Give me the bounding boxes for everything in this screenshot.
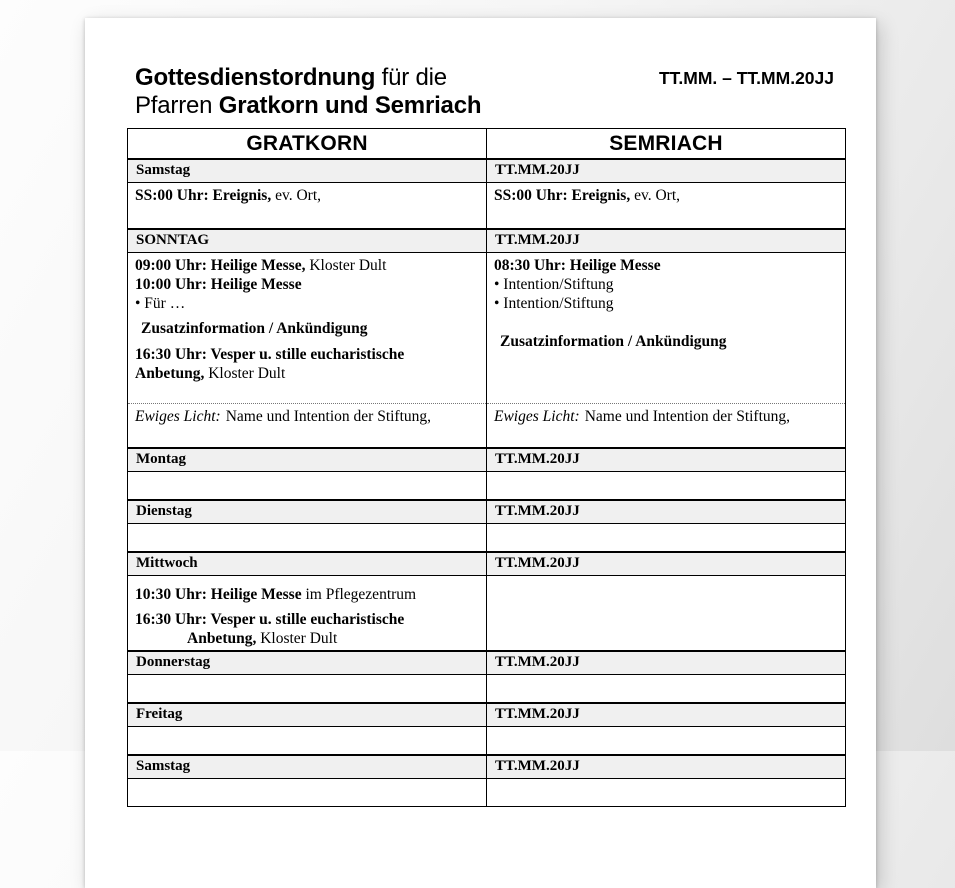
day-label: Mittwoch [128, 552, 487, 576]
mass-line [135, 256, 479, 275]
date-range: TT.MM. – TT.MM.20JJ [658, 68, 834, 88]
mass-line [135, 585, 479, 604]
day-row-dienstag [128, 500, 846, 524]
document-header [135, 64, 846, 120]
event-time-bold: SS:00 Uhr: Ereignis, [494, 187, 631, 204]
ewiges-licht-label: Ewiges Licht: [494, 408, 580, 425]
intention-bullet: • Intention/Stiftung [494, 276, 614, 293]
vesper-place: Kloster Dult [256, 630, 338, 647]
event-detail: ev. Ort, [630, 187, 681, 204]
date-cell: TT.MM.20JJ [487, 651, 846, 675]
ewiges-licht-text: Name und Intention der Stiftung, [225, 408, 432, 425]
date-cell: TT.MM.20JJ [487, 552, 846, 576]
mass-time-bold: 10:30 Uhr: Heilige Messe [135, 586, 302, 603]
mass-line [494, 256, 838, 275]
day-row-samstag [128, 159, 846, 183]
date-cell: TT.MM.20JJ [487, 159, 846, 183]
empty-row-dienstag [128, 524, 846, 553]
date-cell: TT.MM.20JJ [487, 755, 846, 779]
saturday-gratkorn-cell [128, 183, 487, 230]
column-header-semriach: SEMRIACH [487, 129, 846, 160]
day-label: Montag [128, 448, 487, 472]
mass-place: Kloster Dult [305, 257, 387, 274]
wednesday-semriach-cell [487, 576, 846, 652]
day-row-samstag-2 [128, 755, 846, 779]
ewiges-licht-row [128, 404, 846, 449]
sunday-gratkorn-cell [128, 253, 487, 404]
day-label: SONNTAG [128, 229, 487, 253]
title-word-rest: für die [375, 64, 447, 91]
day-label: Samstag [128, 755, 487, 779]
date-cell: TT.MM.20JJ [487, 229, 846, 253]
column-header-row [128, 129, 846, 160]
wednesday-gratkorn-cell [128, 576, 487, 652]
mass-time-bold: 09:00 Uhr: Heilige Messe, [135, 257, 306, 274]
ewiges-licht-semriach-cell [487, 404, 846, 449]
event-line [494, 186, 838, 205]
mass-time-bold: 10:00 Uhr: Heilige Messe [135, 276, 302, 293]
document-page [85, 18, 876, 888]
vesper-text-bold: 16:30 Uhr: Vesper u. stille eucharistische [135, 346, 405, 363]
event-line [135, 186, 479, 205]
ewiges-licht-line [494, 407, 838, 426]
intention-bullet: • Für … [135, 295, 186, 312]
day-label: Dienstag [128, 500, 487, 524]
day-row-donnerstag [128, 651, 846, 675]
empty-row-montag [128, 472, 846, 501]
day-row-mittwoch [128, 552, 846, 576]
announcement-line: Zusatzinformation / Ankündigung [141, 320, 368, 337]
vesper-text-bold: Anbetung, [135, 365, 205, 382]
empty-row-samstag-2 [128, 779, 846, 807]
date-cell: TT.MM.20JJ [487, 448, 846, 472]
wednesday-content-row [128, 576, 846, 652]
date-cell: TT.MM.20JJ [487, 500, 846, 524]
mass-line [135, 275, 479, 294]
mass-time-bold: 08:30 Uhr: Heilige Messe [494, 257, 661, 274]
vesper-place: Kloster Dult [204, 365, 286, 382]
empty-cell [128, 472, 487, 501]
empty-cell [487, 779, 846, 807]
day-row-freitag [128, 703, 846, 727]
day-row-montag [128, 448, 846, 472]
event-detail: ev. Ort, [271, 187, 322, 204]
intention-bullet: • Intention/Stiftung [494, 295, 614, 312]
vesper-text-bold: Anbetung, [187, 630, 257, 647]
schedule-table [127, 128, 846, 807]
empty-cell [128, 779, 487, 807]
empty-cell [128, 524, 487, 553]
vesper-line-1 [135, 345, 479, 364]
mass-place: im Pflegezentrum [301, 586, 417, 603]
day-label: Donnerstag [128, 651, 487, 675]
ewiges-licht-line [135, 407, 479, 426]
announcement-line: Zusatzinformation / Ankündigung [500, 333, 727, 350]
day-label: Samstag [128, 159, 487, 183]
saturday-semriach-cell [487, 183, 846, 230]
sunday-content-row [128, 253, 846, 404]
vesper-line-1 [135, 610, 479, 629]
day-label: Freitag [128, 703, 487, 727]
vesper-line-2 [187, 629, 479, 648]
title-word-bold: Gottesdienstordnung [135, 64, 376, 91]
saturday-content-row [128, 183, 846, 230]
ewiges-licht-text: Name und Intention der Stiftung, [584, 408, 791, 425]
column-header-gratkorn: GRATKORN [128, 129, 487, 160]
day-row-sonntag [128, 229, 846, 253]
empty-cell [487, 675, 846, 704]
document-title [135, 64, 481, 120]
empty-row-donnerstag [128, 675, 846, 704]
empty-cell [128, 675, 487, 704]
title-line2-bold: Gratkorn und Semriach [218, 92, 482, 119]
vesper-line-2 [135, 364, 479, 383]
empty-cell [487, 524, 846, 553]
vesper-text-bold: 16:30 Uhr: Vesper u. stille eucharistische [135, 611, 405, 628]
title-line2-pre: Pfarren [135, 92, 219, 119]
ewiges-licht-label: Ewiges Licht: [135, 408, 221, 425]
empty-cell [487, 472, 846, 501]
event-time-bold: SS:00 Uhr: Ereignis, [135, 187, 272, 204]
sunday-semriach-cell [487, 253, 846, 404]
date-cell: TT.MM.20JJ [487, 703, 846, 727]
ewiges-licht-gratkorn-cell [128, 404, 487, 449]
